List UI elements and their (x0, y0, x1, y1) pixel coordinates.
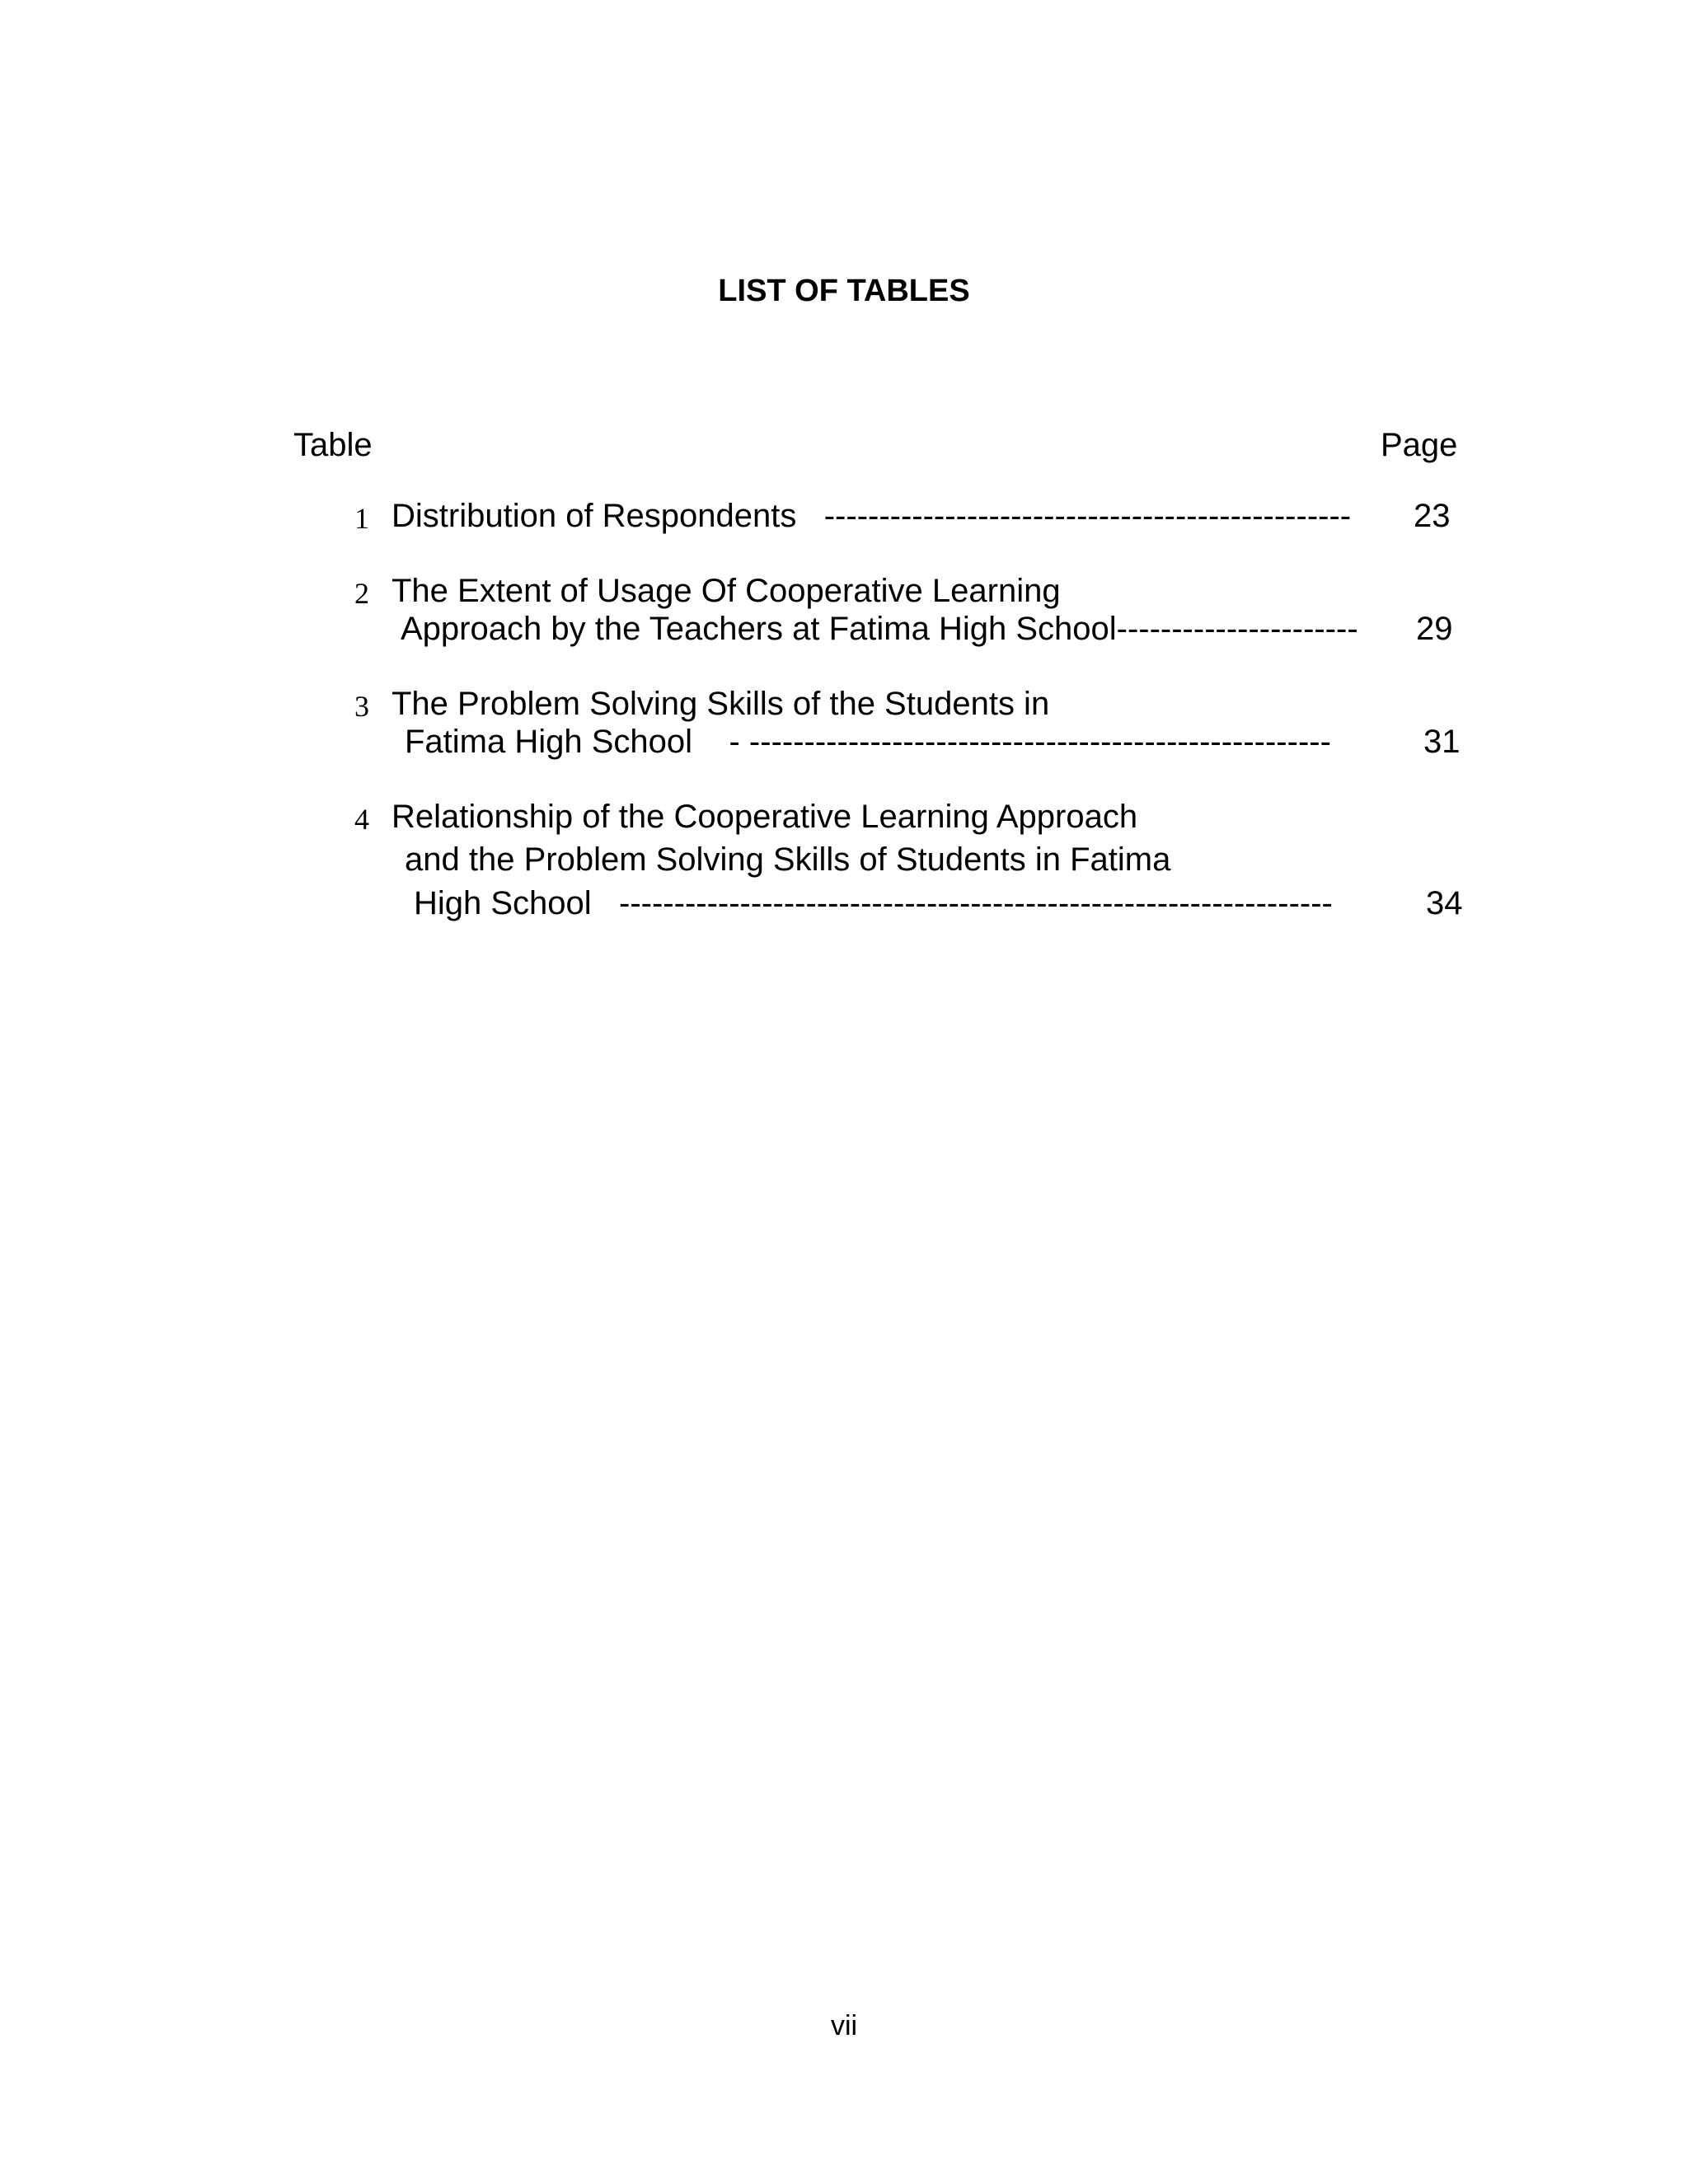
entry-text-line: The Problem Solving Skills of the Students in (392, 686, 1050, 722)
page-column-header: Page (1381, 427, 1458, 463)
entry-page-number: 34 (1426, 885, 1463, 921)
table-column-header: Table (293, 427, 373, 463)
entry-number: 2 (354, 577, 369, 610)
entry-number: 1 (354, 502, 369, 535)
entry-text-line: Fatima High School - ----------------------------------------------------- (405, 724, 1331, 760)
entry-text-line: High School ----------------------------------------------------------------- (414, 885, 1333, 921)
entry-page-number: 23 (1414, 498, 1451, 534)
entry-number: 4 (354, 803, 369, 836)
entry-text-line: Relationship of the Cooperative Learning Approach (392, 799, 1138, 835)
entry-text-line: Approach by the Teachers at Fatima High School---------------------- (401, 611, 1358, 647)
entry-text-line: Distribution of Respondents ------------------------------------------------ (392, 498, 1352, 534)
entry-text-line: and the Problem Solving Skills of Students in Fatima (405, 841, 1171, 878)
page-number-footer: vii (830, 2010, 858, 2041)
entry-text-line: The Extent of Usage Of Cooperative Learning (392, 573, 1061, 609)
entry-number: 3 (354, 690, 369, 723)
entry-page-number: 29 (1416, 611, 1453, 647)
entry-page-number: 31 (1423, 724, 1461, 760)
page-title: LIST OF TABLES (718, 274, 970, 308)
